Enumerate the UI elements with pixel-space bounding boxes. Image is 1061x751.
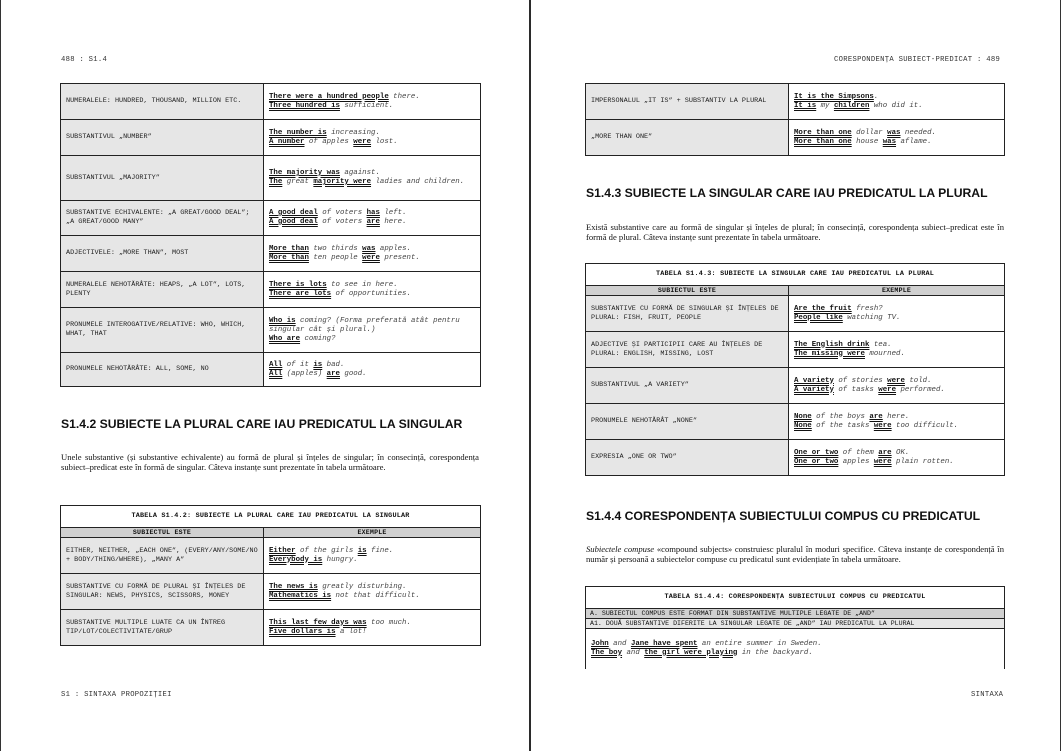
example-subject: One or two <box>794 457 839 466</box>
example-text: of stories <box>833 376 888 385</box>
example-subject: The missing were <box>794 349 865 358</box>
example-text: increasing. <box>326 128 380 137</box>
example-text: apples. <box>375 244 411 253</box>
example-cell <box>789 296 1005 332</box>
right-page-header: CORESPONDENȚA SUBIECT-PREDICAT : 489 <box>834 56 1001 64</box>
section-heading-1-4-3: S1.4.3 SUBIECTE LA SINGULAR CARE IAU PREDICATUL LA PLURAL <box>586 186 988 200</box>
example-subject: The news is <box>269 582 318 591</box>
paragraph-italic-term: Subiectele compuse <box>586 544 655 554</box>
example-text: of them <box>838 448 879 457</box>
example-subject: A variety <box>794 376 834 385</box>
example-text: who did it. <box>869 101 923 110</box>
example-cell <box>789 332 1005 368</box>
example-subject: The boy <box>591 648 623 657</box>
right-page-footer: SINTAXA <box>971 691 1004 699</box>
table-row <box>61 353 481 387</box>
example-text: to see in here. <box>326 280 398 289</box>
example-subject: The majority was <box>269 169 340 177</box>
table-row <box>586 296 1005 332</box>
example-verb: was <box>882 137 897 146</box>
table-row <box>61 236 481 272</box>
table-s1-4-2 <box>60 505 481 646</box>
example-text: lost. <box>371 137 398 146</box>
subject-type-cell: IMPERSONALUL „IT IS” + SUBSTANTIV LA PLURAL <box>586 84 789 120</box>
table-s1-4-4 <box>585 586 1005 669</box>
example-text: here. <box>379 218 407 226</box>
table-row <box>586 84 1005 120</box>
column-header-examples: EXEMPLE <box>789 286 1005 296</box>
example-text: of the boys <box>811 412 870 421</box>
example-text: sufficient. <box>339 101 394 110</box>
section-paragraph-1-4-4 <box>586 544 1004 565</box>
example-text: ladies and children. <box>371 178 465 186</box>
subject-type-cell: SUBSTANTIVUL „MAJORITY” <box>61 156 264 201</box>
section-paragraph-1-4-3: Există substantive care au formă de singular și înțeles de plural; în consecință, corespondența subiect–predicat este în formă de plural. Câteva instanțe sunt prezentate în tabela următoare. <box>586 222 1004 243</box>
paragraph-text: «compound subjects» construiesc pluralul în moduri specifice. Câteva instanțe de corespondență în număr și persoană a subiectelor compuse cu predicatul sunt evidențiate în tabela următoare. <box>586 544 1004 565</box>
example-text: fine. <box>366 546 394 555</box>
example-text: OK. <box>891 448 910 457</box>
example-text: mourned. <box>864 349 905 358</box>
example-text: plain rotten. <box>891 457 954 466</box>
example-verb: Jane have spent <box>630 639 698 648</box>
example-text: of voters <box>317 209 367 217</box>
table-title: TABELA S1.4.3: SUBIECTE LA SINGULAR CARE IAU PREDICATUL LA PLURAL <box>586 264 1005 286</box>
example-subject: None <box>794 421 812 430</box>
subject-type-cell: NUMERALELE: HUNDRED, THOUSAND, MILLION ETC. <box>61 84 264 120</box>
example-text: watching TV. <box>842 313 901 322</box>
example-cell <box>789 440 1005 476</box>
example-subject: The English drink <box>794 340 870 349</box>
subject-type-cell: SUBSTANTIVUL „A VARIETY” <box>586 368 789 404</box>
subject-type-cell: NUMERALELE NEHOTĂRÂTE: HEAPS, „A LOT”, LOTS, PLENTY <box>61 272 264 308</box>
example-verb: are <box>869 412 883 421</box>
example-subject: Who are <box>269 334 301 343</box>
example-text: of tasks <box>833 385 879 394</box>
table-row <box>61 610 481 646</box>
example-cell <box>264 236 481 272</box>
example-verb: has <box>366 209 380 217</box>
example-subject: There are lots <box>269 289 332 298</box>
example-text: and <box>608 639 631 648</box>
example-cell <box>264 353 481 387</box>
table-row <box>586 440 1005 476</box>
table-row <box>61 574 481 610</box>
subject-type-cell: SUBSTANTIVUL „NUMBER” <box>61 120 264 156</box>
table-row <box>586 368 1005 404</box>
right-continued-table <box>585 83 1005 156</box>
example-text: great <box>282 178 314 186</box>
example-cell <box>264 308 481 353</box>
table-row <box>61 308 481 353</box>
example-cell <box>789 368 1005 404</box>
example-text: too much. <box>366 618 411 627</box>
table-row <box>586 404 1005 440</box>
subheading-a1: A1. DOUĂ SUBSTANTIVE DIFERITE LA SINGULAR LEGATE DE „AND” IAU PREDICATUL LA PLURAL <box>586 619 1005 629</box>
example-subject: It is <box>794 101 817 110</box>
table-title-row <box>586 264 1005 286</box>
example-subject: There were a hundred people <box>269 92 389 101</box>
example-verb: were <box>873 457 892 466</box>
example-cell <box>586 629 1005 669</box>
subheading-row-a1 <box>586 619 1005 629</box>
example-cell <box>789 120 1005 156</box>
example-subject: There is lots <box>269 280 327 289</box>
example-text: bad. <box>322 360 345 369</box>
example-verb: was <box>887 128 901 137</box>
example-subject: A variety <box>794 385 834 394</box>
example-subject: This last few days was <box>269 618 367 627</box>
example-text: of apples <box>304 137 354 146</box>
example-text: two thirds <box>308 244 363 253</box>
example-verb: children <box>833 101 870 110</box>
example-cell <box>264 272 481 308</box>
example-subject: Mathematics is <box>269 591 332 600</box>
column-header-subject: SUBIECTUL ESTE <box>586 286 789 296</box>
example-verb: majority were <box>313 178 372 186</box>
example-cell <box>264 538 481 574</box>
example-text: in the backyard. <box>737 648 813 657</box>
example-text: coming? <box>300 334 336 343</box>
example-text: dollar <box>851 128 888 137</box>
example-subject: Either <box>269 546 296 555</box>
example-text: and <box>622 648 645 657</box>
example-subject: More than <box>269 253 309 262</box>
example-text: my <box>816 101 834 110</box>
example-verb: were <box>362 253 380 262</box>
example-text: fresh? <box>851 304 883 313</box>
column-header-examples: EXEMPLE <box>264 528 481 538</box>
subject-type-cell: SUBSTANTIVE ECHIVALENTE: „A GREAT/GOOD DEAL”; „A GREAT/GOOD MANY” <box>61 201 264 236</box>
example-verb: are <box>326 369 340 378</box>
example-text: coming? (Forma preferată atât pentru singular cât și plural.) <box>269 316 460 334</box>
example-subject: The <box>269 178 283 186</box>
example-verb: were <box>873 421 892 430</box>
subject-type-cell: EXPRESIA „ONE OR TWO” <box>586 440 789 476</box>
subheading-row-a <box>586 609 1005 619</box>
subheading-a: A. SUBIECTUL COMPUS ESTE FORMAT DIN SUBSTANTIVE MULTIPLE LEGATE DE „AND” <box>586 609 1005 619</box>
subject-type-cell: PRONUMELE INTEROGATIVE/RELATIVE: WHO, WHICH, WHAT, THAT <box>61 308 264 353</box>
example-subject: One or two <box>794 448 839 457</box>
left-page-footer: S1 : SINTAXA PROPOZIȚIEI <box>61 691 172 699</box>
column-header-subject: SUBIECTUL ESTE <box>61 528 264 538</box>
example-cell <box>264 574 481 610</box>
example-text: a lot! <box>335 627 367 636</box>
example-text: told. <box>904 376 932 385</box>
subject-type-cell: ADJECTIVELE: „MORE THAN”, MOST <box>61 236 264 272</box>
example-cell <box>264 201 481 236</box>
example-text: of opportunities. <box>331 289 411 298</box>
example-text: there. <box>388 92 420 101</box>
subject-type-cell: SUBSTANTIVE CU FORMĂ DE PLURAL ȘI ÎNȚELES DE SINGULAR: NEWS, PHYSICS, SCISSORS, MONEY <box>61 574 264 610</box>
example-text: against. <box>339 169 380 177</box>
example-subject: Three hundred is <box>269 101 340 110</box>
example-text: present. <box>379 253 420 262</box>
subject-type-cell: PRONUMELE NEHOTĂRÂTE: ALL, SOME, NO <box>61 353 264 387</box>
example-text: (apples) <box>282 369 327 378</box>
left-continued-table <box>60 83 481 387</box>
example-subject: More than one <box>794 137 852 146</box>
example-subject: All <box>269 360 283 369</box>
table-header-row <box>586 286 1005 296</box>
example-cell <box>789 404 1005 440</box>
example-text: of it <box>282 360 314 369</box>
subject-type-cell: EITHER, NEITHER, „EACH ONE”, (EVERY/ANY/SOME/NO + BODY/THING/WHERE), „MANY A” <box>61 538 264 574</box>
subject-type-cell: „MORE THAN ONE” <box>586 120 789 156</box>
table-header-row <box>61 528 481 538</box>
example-verb: the girl were playing <box>644 648 738 657</box>
example-text: of voters <box>317 218 367 226</box>
table-row <box>61 201 481 236</box>
example-text: . <box>873 92 879 101</box>
example-text: of the girls <box>295 546 358 555</box>
section-heading-1-4-2: S1.4.2 SUBIECTE LA PLURAL CARE IAU PREDICATUL LA SINGULAR <box>61 417 463 431</box>
section-heading-1-4-4: S1.4.4 CORESPONDENȚA SUBIECTULUI COMPUS CU PREDICATUL <box>586 509 981 523</box>
left-page <box>0 0 530 751</box>
subject-type-cell: SUBSTANTIVE MULTIPLE LUATE CA UN ÎNTREG TIP/LOT/COLECTIVITATE/GRUP <box>61 610 264 646</box>
example-text: of the tasks <box>811 421 874 430</box>
table-row <box>61 538 481 574</box>
table-title-row <box>586 587 1005 609</box>
table-s1-4-3 <box>585 263 1005 476</box>
example-text: tea. <box>869 340 892 349</box>
example-subject: A good deal <box>269 218 318 226</box>
table-row <box>61 120 481 156</box>
example-text: too difficult. <box>891 421 959 430</box>
example-subject: More than one <box>794 128 852 137</box>
example-text: hungry. <box>322 555 358 564</box>
example-cell <box>264 84 481 120</box>
example-text: house <box>851 137 883 146</box>
example-text: ten people <box>308 253 363 262</box>
example-cell <box>264 120 481 156</box>
example-subject: People like <box>794 313 843 322</box>
section-paragraph-1-4-2: Unele substantive (și substantive echivalente) au formă de plural și înțeles de singular; în consecință, corespondența subiect–predicat este în formă de singular. Câteva instanțe sunt prezentate în tabela următoare. <box>61 452 479 473</box>
example-verb: was <box>362 244 376 253</box>
example-subject: A number <box>269 137 305 146</box>
example-subject: None <box>794 412 812 421</box>
example-text: left. <box>379 209 407 217</box>
example-subject: Five dollars is <box>269 627 336 636</box>
example-subject: Are the fruit <box>794 304 852 313</box>
table-title: TABELA S1.4.4: CORESPONDENȚA SUBIECTULUI COMPUS CU PREDICATUL <box>586 587 1005 609</box>
example-subject: More than <box>269 244 309 253</box>
example-verb: is <box>357 546 367 555</box>
example-subject: A good deal <box>269 209 318 217</box>
example-subject: All <box>269 369 283 378</box>
table-row <box>61 156 481 201</box>
table-row <box>61 84 481 120</box>
example-verb: is <box>313 360 323 369</box>
example-subject: The number is <box>269 128 327 137</box>
example-cell <box>264 156 481 201</box>
example-subject: John <box>591 639 609 648</box>
example-text: needed. <box>900 128 936 137</box>
example-text: performed. <box>896 385 945 394</box>
right-page <box>531 0 1061 751</box>
example-verb: were <box>353 137 372 146</box>
example-verb: were <box>878 385 897 394</box>
example-cell <box>789 84 1005 120</box>
subject-type-cell: PRONUMELE NEHOTĂRÂT „NONE” <box>586 404 789 440</box>
example-subject: It is the Simpsons <box>794 92 874 101</box>
example-text: apples <box>838 457 874 466</box>
table-row <box>586 629 1005 669</box>
table-row <box>61 272 481 308</box>
table-title: TABELA S1.4.2: SUBIECTE LA PLURAL CARE IAU PREDICATUL LA SINGULAR <box>61 506 481 528</box>
example-text: good. <box>339 369 367 378</box>
example-text: here. <box>882 412 910 421</box>
example-text: an entire summer in Sweden. <box>697 639 822 648</box>
example-subject: Who is <box>269 316 296 325</box>
example-cell <box>264 610 481 646</box>
example-subject: Everybody is <box>269 555 323 564</box>
example-verb: are <box>366 218 380 226</box>
subject-type-cell: ADJECTIVE ȘI PARTICIPII CARE AU ÎNȚELES DE PLURAL: ENGLISH, MISSING, LOST <box>586 332 789 368</box>
example-verb: were <box>887 376 905 385</box>
subject-type-cell: SUBSTANTIVE CU FORMĂ DE SINGULAR ȘI ÎNȚELES DE PLURAL: FISH, FRUIT, PEOPLE <box>586 296 789 332</box>
example-verb: are <box>878 448 892 457</box>
example-text: greatly disturbing. <box>317 582 407 591</box>
table-row <box>586 332 1005 368</box>
example-text: not that difficult. <box>331 591 420 600</box>
table-title-row <box>61 506 481 528</box>
example-text: aflame. <box>896 137 932 146</box>
table-row <box>586 120 1005 156</box>
left-page-header: 488 : S1.4 <box>61 56 108 64</box>
